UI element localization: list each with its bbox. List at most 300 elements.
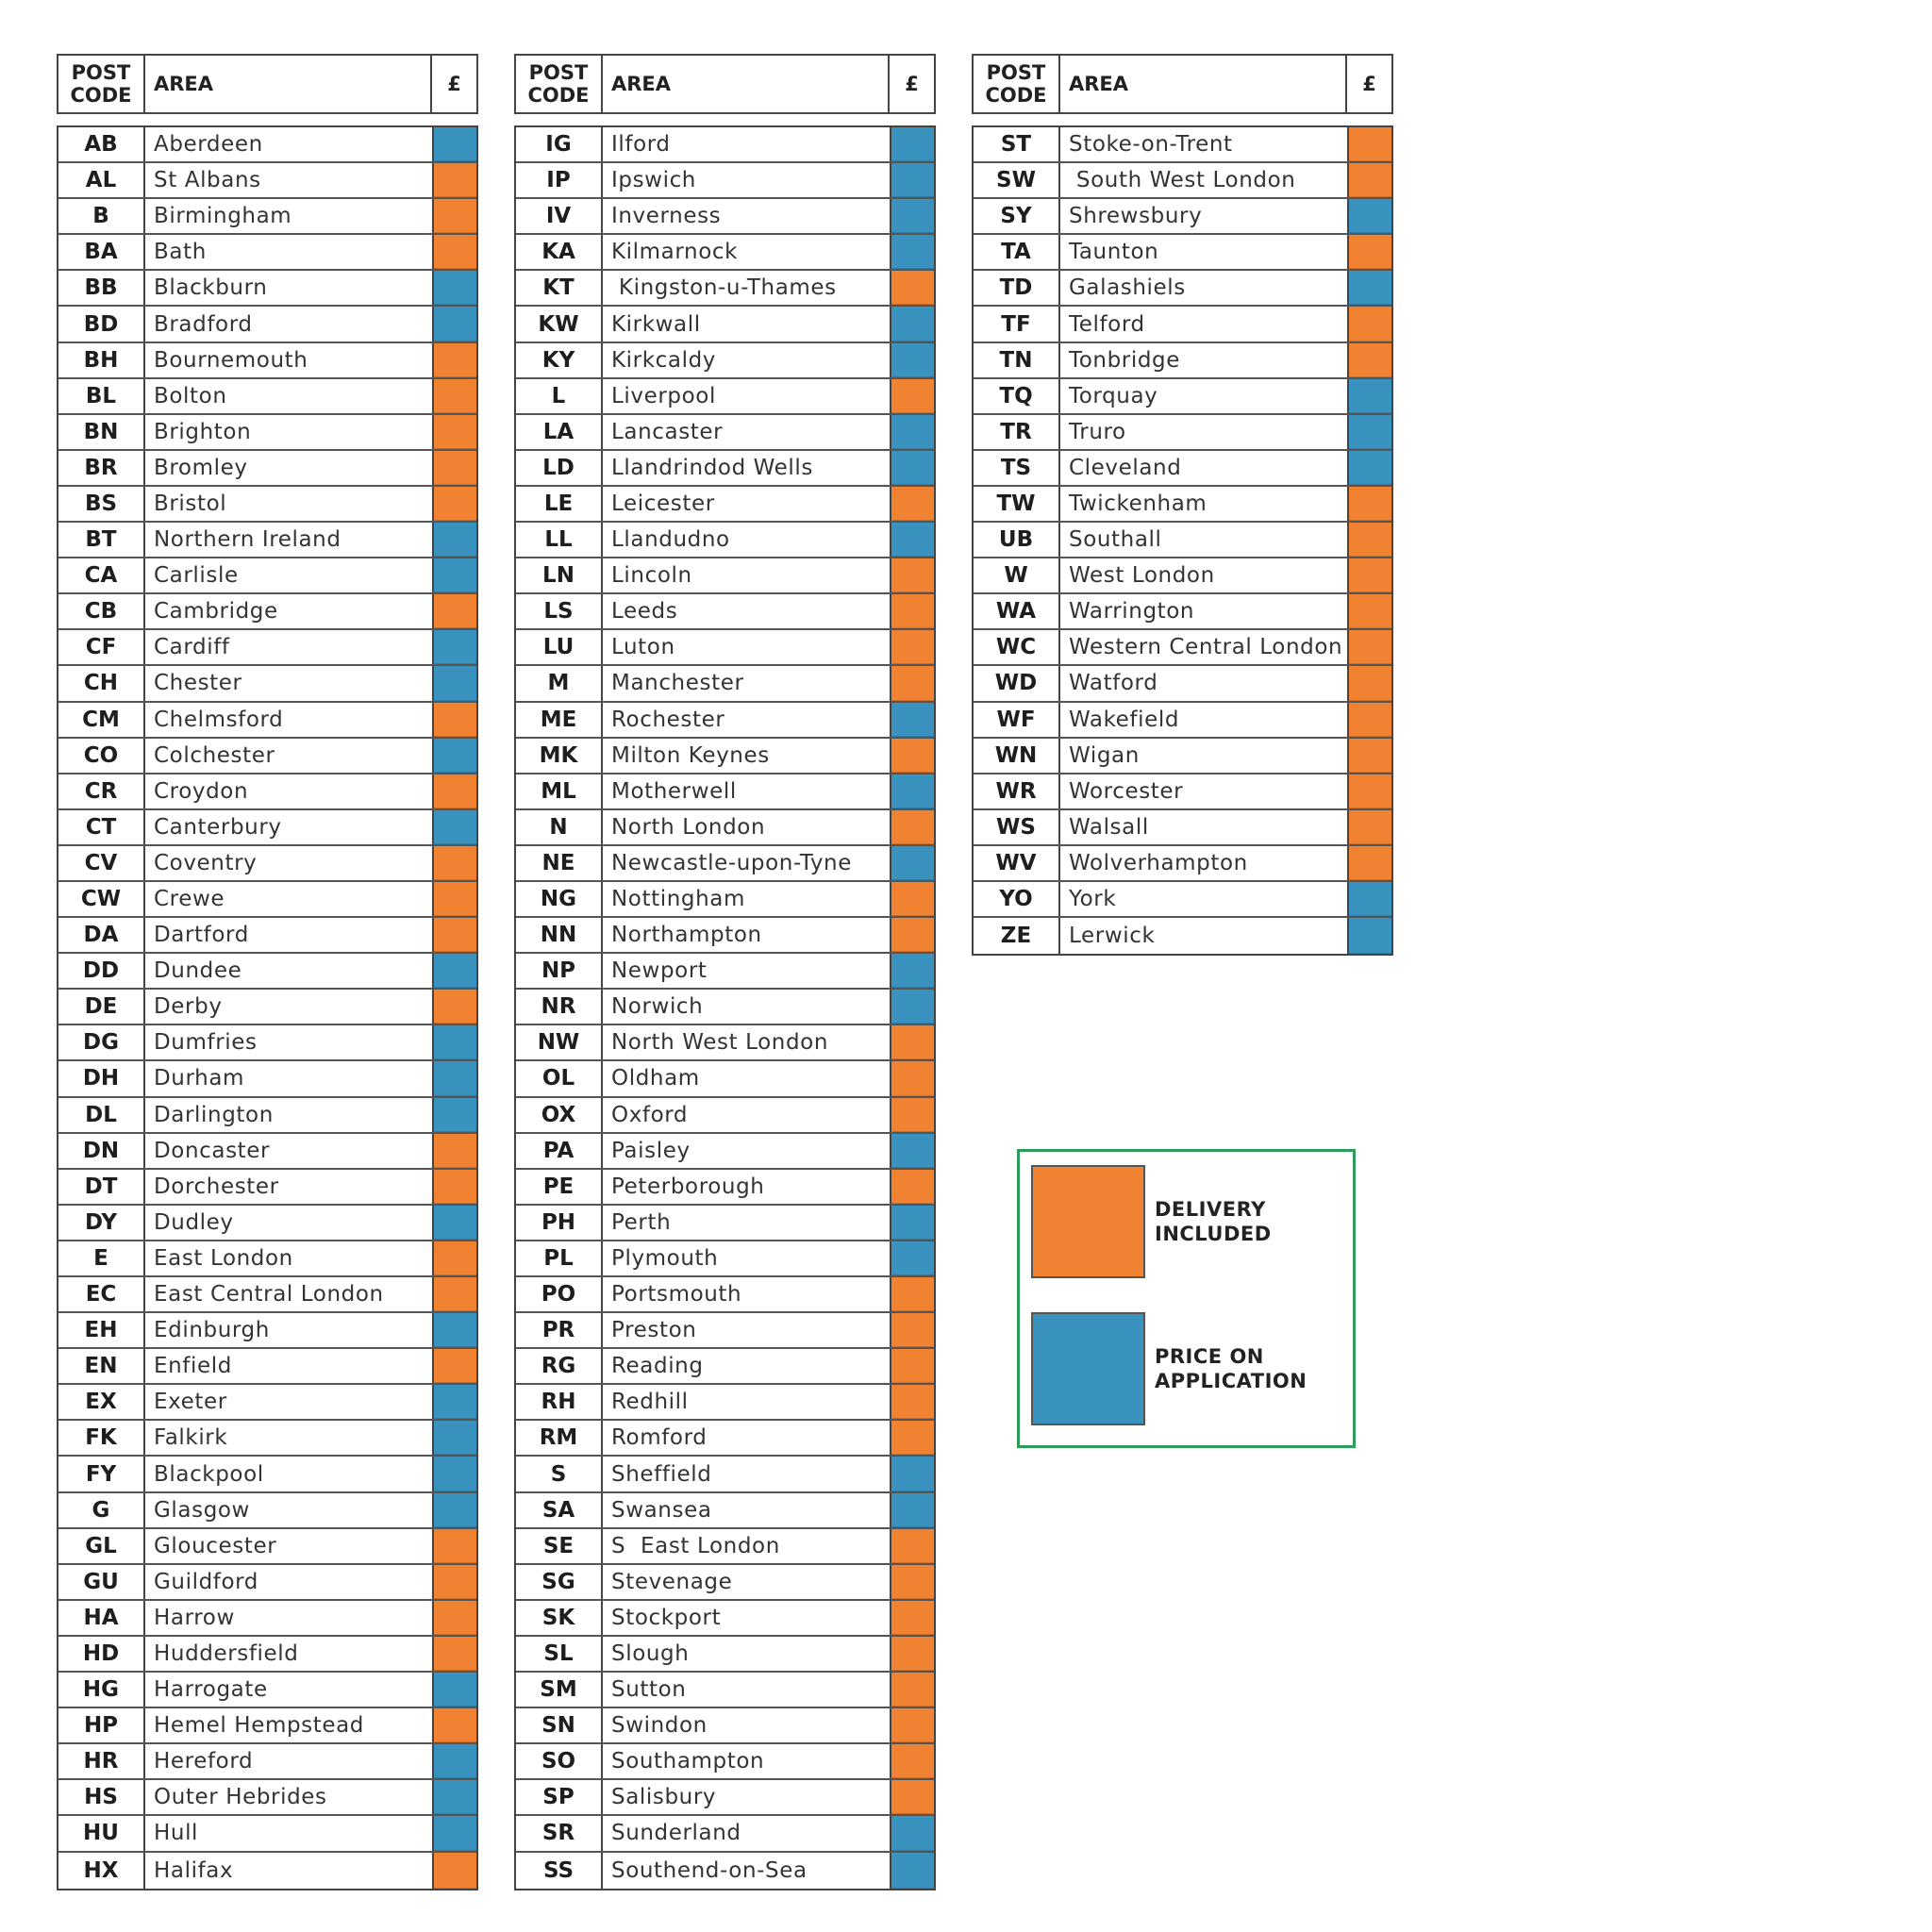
postcode-cell: FK bbox=[58, 1421, 145, 1455]
table-row bbox=[974, 523, 1391, 558]
table-row bbox=[516, 739, 934, 774]
area-cell: Derby bbox=[145, 990, 434, 1024]
postcode-cell: SP bbox=[516, 1780, 603, 1814]
postcode-cell: BL bbox=[58, 379, 145, 413]
price-on-application-swatch bbox=[434, 307, 476, 341]
area-cell: Stevenage bbox=[603, 1565, 891, 1599]
price-on-application-swatch bbox=[891, 1134, 934, 1168]
table-row bbox=[974, 703, 1391, 739]
postcode-cell: EC bbox=[58, 1277, 145, 1311]
postcode-table-2 bbox=[514, 54, 936, 1890]
area-cell: Walsall bbox=[1060, 810, 1349, 844]
table-row bbox=[516, 1816, 934, 1852]
postcode-cell: TF bbox=[974, 307, 1060, 341]
postcode-cell: HP bbox=[58, 1708, 145, 1742]
postcode-cell: UB bbox=[974, 523, 1060, 557]
area-cell: Exeter bbox=[145, 1385, 434, 1419]
postcode-cell: CT bbox=[58, 810, 145, 844]
postcode-cell: NN bbox=[516, 918, 603, 952]
postcode-cell: N bbox=[516, 810, 603, 844]
postcode-cell: TQ bbox=[974, 379, 1060, 413]
delivery-included-swatch bbox=[1349, 846, 1391, 880]
price-on-application-swatch bbox=[891, 990, 934, 1024]
table-row bbox=[516, 1421, 934, 1457]
area-cell: Falkirk bbox=[145, 1421, 434, 1455]
table-row bbox=[516, 630, 934, 666]
price-on-application-swatch bbox=[434, 558, 476, 592]
delivery-included-swatch bbox=[1349, 343, 1391, 377]
table-row bbox=[516, 1349, 934, 1385]
area-cell: Wakefield bbox=[1060, 703, 1349, 737]
area-cell: Chester bbox=[145, 666, 434, 700]
area-cell: Guildford bbox=[145, 1565, 434, 1599]
area-cell: Shrewsbury bbox=[1060, 199, 1349, 233]
table-row bbox=[58, 523, 476, 558]
delivery-included-swatch bbox=[1349, 558, 1391, 592]
postcode-cell: HD bbox=[58, 1637, 145, 1671]
area-cell: Hereford bbox=[145, 1744, 434, 1778]
area-cell: Motherwell bbox=[603, 774, 891, 808]
area-cell: Northampton bbox=[603, 918, 891, 952]
table-row bbox=[58, 127, 476, 163]
area-cell: Torquay bbox=[1060, 379, 1349, 413]
postcode-cell: G bbox=[58, 1493, 145, 1527]
price-on-application-swatch bbox=[434, 954, 476, 988]
area-cell: Bradford bbox=[145, 307, 434, 341]
table-row bbox=[516, 523, 934, 558]
price-on-application-swatch bbox=[891, 163, 934, 197]
delivery-included-swatch bbox=[434, 1853, 476, 1889]
postcode-cell: WA bbox=[974, 594, 1060, 628]
delivery-included-swatch bbox=[1031, 1165, 1145, 1278]
postcode-cell: NP bbox=[516, 954, 603, 988]
postcode-cell: SL bbox=[516, 1637, 603, 1671]
area-cell: Warrington bbox=[1060, 594, 1349, 628]
delivery-included-swatch bbox=[1349, 810, 1391, 844]
area-cell: Rochester bbox=[603, 703, 891, 737]
area-cell: Taunton bbox=[1060, 235, 1349, 269]
postcode-cell: CH bbox=[58, 666, 145, 700]
area-cell: Reading bbox=[603, 1349, 891, 1383]
postcode-cell: CW bbox=[58, 882, 145, 916]
postcode-cell: LE bbox=[516, 487, 603, 521]
table-row bbox=[516, 1457, 934, 1492]
delivery-included-swatch bbox=[891, 1025, 934, 1059]
delivery-included-swatch bbox=[1349, 235, 1391, 269]
table-row bbox=[58, 918, 476, 954]
price-on-application-swatch bbox=[1349, 882, 1391, 916]
price-on-application-swatch bbox=[891, 307, 934, 341]
delivery-included-swatch bbox=[1349, 630, 1391, 664]
area-cell: Swindon bbox=[603, 1708, 891, 1742]
area-cell: Canterbury bbox=[145, 810, 434, 844]
delivery-included-swatch bbox=[434, 199, 476, 233]
price-on-application-swatch bbox=[1349, 918, 1391, 954]
delivery-included-swatch bbox=[434, 1565, 476, 1599]
area-cell: Norwich bbox=[603, 990, 891, 1024]
area-cell: Leeds bbox=[603, 594, 891, 628]
postcode-cell: KY bbox=[516, 343, 603, 377]
table-row bbox=[58, 415, 476, 451]
table-row bbox=[516, 1134, 934, 1170]
table-row bbox=[58, 1277, 476, 1313]
table-row bbox=[58, 1853, 476, 1889]
postcode-cell: BN bbox=[58, 415, 145, 449]
postcode-cell: DG bbox=[58, 1025, 145, 1059]
postcode-cell: YO bbox=[974, 882, 1060, 916]
delivery-included-swatch bbox=[434, 1601, 476, 1635]
area-cell: Paisley bbox=[603, 1134, 891, 1168]
area-cell: Swansea bbox=[603, 1493, 891, 1527]
area-cell: Bromley bbox=[145, 451, 434, 485]
table-row bbox=[58, 882, 476, 918]
legend-item-delivery bbox=[1031, 1165, 1324, 1278]
postcode-table-1 bbox=[57, 54, 478, 1890]
table-row bbox=[516, 271, 934, 307]
legend-label-delivery: DELIVERY INCLUDED bbox=[1155, 1198, 1272, 1245]
table-row bbox=[974, 630, 1391, 666]
delivery-included-swatch bbox=[891, 1744, 934, 1778]
postcode-cell: NR bbox=[516, 990, 603, 1024]
area-cell: Southend-on-Sea bbox=[603, 1853, 891, 1889]
area-cell: Stoke-on-Trent bbox=[1060, 127, 1349, 161]
table-row bbox=[58, 954, 476, 990]
postcode-cell: WD bbox=[974, 666, 1060, 700]
table-header bbox=[57, 54, 478, 114]
header-area: AREA bbox=[145, 56, 432, 112]
delivery-included-swatch bbox=[1349, 739, 1391, 773]
postcode-cell: KT bbox=[516, 271, 603, 305]
price-on-application-swatch bbox=[434, 1421, 476, 1455]
postcode-cell: LA bbox=[516, 415, 603, 449]
area-cell: North West London bbox=[603, 1025, 891, 1059]
table-row bbox=[58, 1529, 476, 1565]
area-cell: Inverness bbox=[603, 199, 891, 233]
price-on-application-swatch bbox=[891, 199, 934, 233]
delivery-included-swatch bbox=[434, 415, 476, 449]
table-row bbox=[58, 630, 476, 666]
postcode-cell: CA bbox=[58, 558, 145, 592]
area-cell: Milton Keynes bbox=[603, 739, 891, 773]
area-cell: Bournemouth bbox=[145, 343, 434, 377]
table-row bbox=[516, 594, 934, 630]
postcode-cell: WR bbox=[974, 774, 1060, 808]
area-cell: Wigan bbox=[1060, 739, 1349, 773]
postcode-cell: MK bbox=[516, 739, 603, 773]
area-cell: Dudley bbox=[145, 1206, 434, 1240]
table-row bbox=[974, 918, 1391, 954]
postcode-cell: BS bbox=[58, 487, 145, 521]
area-cell: Bath bbox=[145, 235, 434, 269]
table-row bbox=[58, 558, 476, 594]
postcode-cell: NE bbox=[516, 846, 603, 880]
price-on-application-swatch bbox=[434, 1816, 476, 1850]
area-cell: Blackburn bbox=[145, 271, 434, 305]
postcode-cell: PA bbox=[516, 1134, 603, 1168]
price-on-application-swatch bbox=[891, 774, 934, 808]
postcode-cell: HR bbox=[58, 1744, 145, 1778]
area-cell: Leicester bbox=[603, 487, 891, 521]
table-row bbox=[516, 379, 934, 415]
area-cell: Gloucester bbox=[145, 1529, 434, 1563]
postcode-cell: KW bbox=[516, 307, 603, 341]
area-cell: Worcester bbox=[1060, 774, 1349, 808]
area-cell: Enfield bbox=[145, 1349, 434, 1383]
postcode-cell: BR bbox=[58, 451, 145, 485]
postcode-cell: TS bbox=[974, 451, 1060, 485]
price-on-application-swatch bbox=[434, 271, 476, 305]
table-row bbox=[58, 235, 476, 271]
table-row bbox=[516, 163, 934, 199]
delivery-included-swatch bbox=[891, 1708, 934, 1742]
table-row bbox=[516, 1170, 934, 1206]
postcode-cell: SS bbox=[516, 1853, 603, 1889]
postcode-cell: ML bbox=[516, 774, 603, 808]
area-cell: Halifax bbox=[145, 1853, 434, 1889]
delivery-included-swatch bbox=[891, 1098, 934, 1132]
postcode-cell: BT bbox=[58, 523, 145, 557]
area-cell: Telford bbox=[1060, 307, 1349, 341]
delivery-included-swatch bbox=[1349, 127, 1391, 161]
table-row bbox=[516, 1780, 934, 1816]
postcode-cell: RG bbox=[516, 1349, 603, 1383]
postcode-cell: IP bbox=[516, 163, 603, 197]
header-postcode: POST CODE bbox=[516, 56, 603, 112]
postcode-cell: NW bbox=[516, 1025, 603, 1059]
price-on-application-swatch bbox=[434, 630, 476, 664]
table-row bbox=[58, 1708, 476, 1744]
area-cell: Bristol bbox=[145, 487, 434, 521]
area-cell: York bbox=[1060, 882, 1349, 916]
table-header bbox=[972, 54, 1393, 114]
postcode-cell: HX bbox=[58, 1853, 145, 1889]
table-row bbox=[58, 199, 476, 235]
area-cell: Dartford bbox=[145, 918, 434, 952]
table-row bbox=[58, 379, 476, 415]
price-on-application-swatch bbox=[434, 1098, 476, 1132]
table-row bbox=[58, 774, 476, 810]
price-on-application-swatch bbox=[891, 127, 934, 161]
area-cell: Cambridge bbox=[145, 594, 434, 628]
table-row bbox=[58, 1637, 476, 1673]
table-row bbox=[974, 163, 1391, 199]
area-cell: East London bbox=[145, 1241, 434, 1275]
header-price: £ bbox=[1362, 73, 1376, 95]
table-row bbox=[58, 594, 476, 630]
table-row bbox=[974, 594, 1391, 630]
table-body bbox=[514, 125, 936, 1890]
area-cell: Durham bbox=[145, 1061, 434, 1095]
table-row bbox=[58, 1421, 476, 1457]
area-cell: Nottingham bbox=[603, 882, 891, 916]
area-cell: Kirkcaldy bbox=[603, 343, 891, 377]
table-row bbox=[516, 343, 934, 379]
delivery-included-swatch bbox=[1349, 594, 1391, 628]
area-cell: Redhill bbox=[603, 1385, 891, 1419]
price-on-application-swatch bbox=[891, 1206, 934, 1240]
delivery-included-swatch bbox=[434, 1134, 476, 1168]
delivery-included-swatch bbox=[1349, 487, 1391, 521]
table-row bbox=[516, 1853, 934, 1889]
table-row bbox=[58, 1098, 476, 1134]
legend-item-poa bbox=[1031, 1312, 1324, 1425]
table-row bbox=[974, 343, 1391, 379]
table-row bbox=[516, 774, 934, 810]
postcode-cell: S bbox=[516, 1457, 603, 1491]
area-cell: Kingston-u-Thames bbox=[603, 271, 891, 305]
table-row bbox=[974, 271, 1391, 307]
area-cell: Blackpool bbox=[145, 1457, 434, 1491]
postcode-cell: WV bbox=[974, 846, 1060, 880]
postcode-cell: OX bbox=[516, 1098, 603, 1132]
delivery-included-swatch bbox=[434, 235, 476, 269]
table-row bbox=[58, 810, 476, 846]
delivery-included-swatch bbox=[434, 1277, 476, 1311]
postcode-cell: B bbox=[58, 199, 145, 233]
delivery-included-swatch bbox=[891, 379, 934, 413]
area-cell: Doncaster bbox=[145, 1134, 434, 1168]
table-row bbox=[516, 1637, 934, 1673]
table-row bbox=[516, 1529, 934, 1565]
postcode-cell: DH bbox=[58, 1061, 145, 1095]
table-row bbox=[516, 199, 934, 235]
postcode-cell: FY bbox=[58, 1457, 145, 1491]
header-postcode: POST CODE bbox=[58, 56, 145, 112]
delivery-included-swatch bbox=[891, 1637, 934, 1671]
area-cell: Carlisle bbox=[145, 558, 434, 592]
area-cell: Preston bbox=[603, 1313, 891, 1347]
delivery-included-swatch bbox=[1349, 666, 1391, 700]
table-row bbox=[516, 1061, 934, 1097]
area-cell: Peterborough bbox=[603, 1170, 891, 1204]
postcode-cell: WC bbox=[974, 630, 1060, 664]
table-row bbox=[58, 1565, 476, 1601]
delivery-included-swatch bbox=[891, 1385, 934, 1419]
table-row bbox=[58, 1170, 476, 1206]
table-body bbox=[972, 125, 1393, 956]
table-row bbox=[974, 846, 1391, 882]
postcode-cell: LS bbox=[516, 594, 603, 628]
postcode-cell: OL bbox=[516, 1061, 603, 1095]
delivery-included-swatch bbox=[434, 1708, 476, 1742]
table-row bbox=[58, 703, 476, 739]
table-row bbox=[516, 235, 934, 271]
postcode-cell: PH bbox=[516, 1206, 603, 1240]
postcode-cell: BB bbox=[58, 271, 145, 305]
table-row bbox=[58, 1780, 476, 1816]
table-row bbox=[516, 846, 934, 882]
postcode-cell: SG bbox=[516, 1565, 603, 1599]
table-row bbox=[974, 199, 1391, 235]
delivery-included-swatch bbox=[891, 882, 934, 916]
postcode-cell: GL bbox=[58, 1529, 145, 1563]
delivery-included-swatch bbox=[891, 810, 934, 844]
table-row bbox=[58, 990, 476, 1025]
postcode-cell: CR bbox=[58, 774, 145, 808]
table-body bbox=[57, 125, 478, 1890]
delivery-included-swatch bbox=[434, 451, 476, 485]
price-on-application-swatch bbox=[1349, 415, 1391, 449]
area-cell: Glasgow bbox=[145, 1493, 434, 1527]
table-row bbox=[516, 1241, 934, 1277]
area-cell: Hull bbox=[145, 1816, 434, 1850]
area-cell: Galashiels bbox=[1060, 271, 1349, 305]
table-row bbox=[516, 810, 934, 846]
postcode-cell: AB bbox=[58, 127, 145, 161]
area-cell: East Central London bbox=[145, 1277, 434, 1311]
postcode-cell: HU bbox=[58, 1816, 145, 1850]
table-row bbox=[58, 1349, 476, 1385]
price-on-application-swatch bbox=[434, 1493, 476, 1527]
postcode-cell: EX bbox=[58, 1385, 145, 1419]
table-row bbox=[974, 415, 1391, 451]
postcode-cell: TD bbox=[974, 271, 1060, 305]
table-row bbox=[58, 163, 476, 199]
postcode-cell: TA bbox=[974, 235, 1060, 269]
table-row bbox=[58, 451, 476, 487]
table-row bbox=[516, 1025, 934, 1061]
postcode-cell: KA bbox=[516, 235, 603, 269]
postcode-cell: SY bbox=[974, 199, 1060, 233]
price-on-application-swatch bbox=[434, 1673, 476, 1707]
area-cell: Sheffield bbox=[603, 1457, 891, 1491]
table-row bbox=[516, 487, 934, 523]
postcode-cell: DN bbox=[58, 1134, 145, 1168]
price-on-application-swatch bbox=[434, 739, 476, 773]
delivery-included-swatch bbox=[434, 774, 476, 808]
delivery-included-swatch bbox=[891, 594, 934, 628]
delivery-included-swatch bbox=[891, 1313, 934, 1347]
postcode-cell: BD bbox=[58, 307, 145, 341]
price-on-application-swatch bbox=[434, 127, 476, 161]
delivery-included-swatch bbox=[434, 379, 476, 413]
area-cell: Crewe bbox=[145, 882, 434, 916]
postcode-cell: SW bbox=[974, 163, 1060, 197]
area-cell: Liverpool bbox=[603, 379, 891, 413]
table-row bbox=[974, 558, 1391, 594]
delivery-included-swatch bbox=[891, 558, 934, 592]
table-row bbox=[58, 666, 476, 702]
postcode-cell: W bbox=[974, 558, 1060, 592]
area-cell: Bolton bbox=[145, 379, 434, 413]
table-row bbox=[974, 666, 1391, 702]
postcode-cell: RH bbox=[516, 1385, 603, 1419]
table-row bbox=[58, 1061, 476, 1097]
table-row bbox=[58, 271, 476, 307]
table-row bbox=[516, 1493, 934, 1529]
table-row bbox=[58, 1816, 476, 1852]
area-cell: Southall bbox=[1060, 523, 1349, 557]
delivery-included-swatch bbox=[891, 1565, 934, 1599]
delivery-included-swatch bbox=[434, 1529, 476, 1563]
postcode-cell: NG bbox=[516, 882, 603, 916]
delivery-included-swatch bbox=[891, 918, 934, 952]
area-cell: Wolverhampton bbox=[1060, 846, 1349, 880]
delivery-included-swatch bbox=[434, 343, 476, 377]
area-cell: Llandrindod Wells bbox=[603, 451, 891, 485]
area-cell: Manchester bbox=[603, 666, 891, 700]
area-cell: Lancaster bbox=[603, 415, 891, 449]
legend bbox=[1017, 1149, 1356, 1448]
area-cell: Kirkwall bbox=[603, 307, 891, 341]
area-cell: Sutton bbox=[603, 1673, 891, 1707]
postcode-cell: PO bbox=[516, 1277, 603, 1311]
table-row bbox=[516, 1313, 934, 1349]
delivery-included-swatch bbox=[434, 1637, 476, 1671]
postcode-cell: L bbox=[516, 379, 603, 413]
legend-label-poa: PRICE ON APPLICATION bbox=[1155, 1345, 1307, 1392]
table-row bbox=[58, 487, 476, 523]
